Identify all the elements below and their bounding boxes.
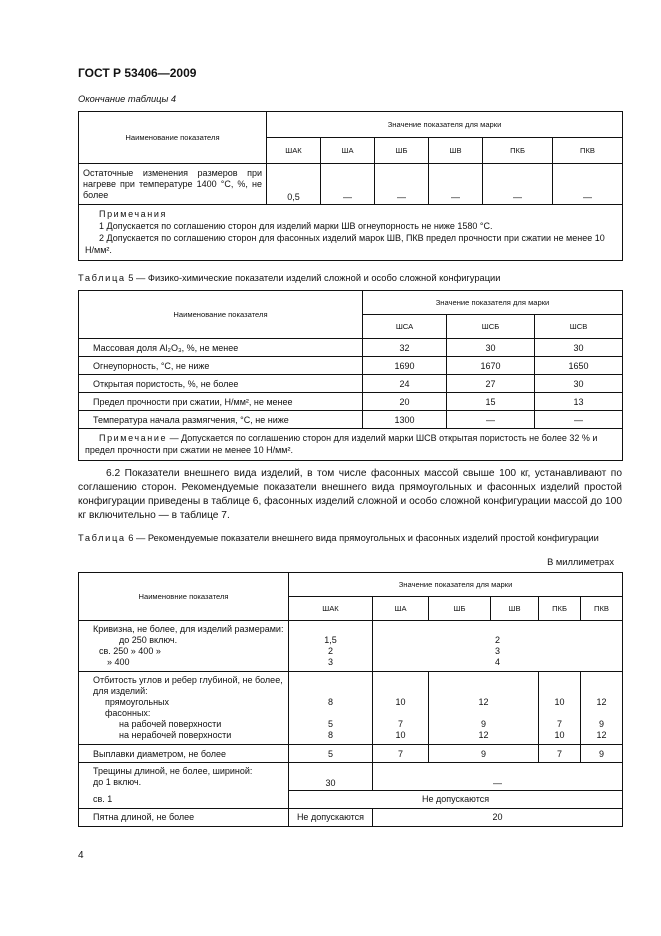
table4-grade: ПКБ: [483, 138, 553, 164]
table6-grade: ШБ: [429, 597, 491, 621]
table6-chipping-label: [79, 672, 289, 745]
table5-grade: ШСВ: [535, 315, 623, 339]
table5-row-label: Огнеупорность, °С, не ниже: [79, 357, 363, 375]
table6-grade: ПКВ: [581, 597, 623, 621]
table6-cell: 12: [596, 697, 607, 707]
table5-row-label: Массовая доля Al₂O₃, %, не менее: [79, 339, 363, 357]
table6-cell: 9: [429, 745, 539, 763]
table6-cell: 9: [581, 745, 623, 763]
table6-cell: 2: [495, 635, 501, 645]
table5-row-label: Предел прочности при сжатии, Н/мм², не менее: [79, 393, 363, 411]
table5-caption-text: 5 — Физико-химические показатели изделий сложной и особо сложной конфигурации: [128, 273, 501, 283]
table6-cell: 10: [554, 730, 565, 740]
table5-cell: 30: [447, 339, 535, 357]
table5-cell: 30: [535, 339, 623, 357]
table6-cell: 20: [373, 808, 623, 826]
table6-curvature-shak: [289, 621, 373, 672]
table6-cell: 7: [556, 719, 562, 729]
chipping-line: на нерабочей поверхности: [119, 730, 232, 740]
table6-cell: 12: [596, 730, 607, 740]
table6-cell: 7: [373, 745, 429, 763]
table4-cell: —: [553, 164, 623, 205]
table6-caption-text: 6 — Рекомендуемые показатели внешнего вида прямоугольных и фасонных изделий простой конфигурации: [128, 533, 599, 543]
table5-row-label: Температура начала размягчения, °С, не ниже: [79, 411, 363, 429]
table6-units: В миллиметрах: [547, 557, 614, 567]
table5-cell: 20: [363, 393, 447, 411]
table5-note-prefix: Примечание: [99, 433, 168, 443]
table5-note-text: — Допускается по соглашению сторон для изделий марки ШСВ открытая пористость не более 32 % и предел прочности при сжатии не менее 10 Н/мм².: [85, 433, 598, 455]
table6-cell: 10: [395, 697, 406, 707]
chipping-line: фасонных:: [105, 708, 151, 718]
table5-cell: 15: [447, 393, 535, 411]
table5-caption-prefix: Таблица: [78, 273, 126, 283]
table6-melt-label: Выплавки диаметром, не более: [79, 745, 289, 763]
table6-cell: 7: [397, 719, 403, 729]
table4-cell: —: [483, 164, 553, 205]
table4-grade: ШВ: [429, 138, 483, 164]
table5: [78, 290, 623, 461]
table6-cell: —: [373, 763, 623, 791]
table6-cell: 5: [327, 719, 333, 729]
table5-cell: 30: [535, 375, 623, 393]
table6-chipping-sha: [373, 672, 429, 745]
table6-cell: 8: [327, 697, 333, 707]
table5-note: [79, 429, 623, 461]
table5-cell: 27: [447, 375, 535, 393]
table6-curvature-label: [79, 621, 289, 672]
table4-cell: 0,5: [267, 164, 321, 205]
table6-chipping-shb-shv: [429, 672, 539, 745]
chipping-line: прямоугольных: [105, 697, 170, 707]
table4-grade: ША: [321, 138, 375, 164]
curvature-line: до 250 включ.: [119, 635, 178, 645]
table6-cell: 9: [599, 719, 605, 729]
table5-caption: [78, 273, 500, 283]
table6-cell: 30: [289, 763, 373, 791]
table6-cell: 7: [539, 745, 581, 763]
table4-cell: —: [429, 164, 483, 205]
table6-cracks-line2: св. 1: [79, 790, 289, 808]
table5-value-header: Значение показателя для марки: [363, 291, 623, 315]
table6-cell: 1,5: [324, 635, 337, 645]
table5-cell: 32: [363, 339, 447, 357]
cracks-title: Трещины длиной, не более, шириной:: [93, 766, 253, 776]
chipping-line: на рабочей поверхности: [119, 719, 222, 729]
chipping-title: Отбитость углов и ребер глубиной, не более, для изделий:: [93, 675, 283, 696]
table6-cell: Не допускаются: [289, 808, 373, 826]
table5-cell: 13: [535, 393, 623, 411]
table5-row-label: Открытая пористость, %, не более: [79, 375, 363, 393]
table6-grade: ПКБ: [539, 597, 581, 621]
table6-chipping-pkv: [581, 672, 623, 745]
table5-cell: 1670: [447, 357, 535, 375]
table5-grade: ШСА: [363, 315, 447, 339]
table6-cell: 12: [478, 730, 489, 740]
table6-cell: 3: [327, 657, 333, 667]
table5-cell: 1300: [363, 411, 447, 429]
table4-grade: ШБ: [375, 138, 429, 164]
table6-chipping-pkb: [539, 672, 581, 745]
cracks-line: до 1 включ.: [93, 777, 142, 787]
table4-note1: 1 Допускается по соглашению сторон для изделий марки ШВ огнеупорность не ниже 1580 °С.: [99, 221, 493, 231]
table6-curvature-rest: [373, 621, 623, 672]
table6-cell: 8: [327, 730, 333, 740]
table5-cell: 1650: [535, 357, 623, 375]
table6-cell: 2: [327, 646, 333, 656]
table4: [78, 111, 623, 261]
table5-cell: 1690: [363, 357, 447, 375]
table6-grade: ША: [373, 597, 429, 621]
curvature-line: св. 250 » 400 »: [99, 646, 161, 656]
table4-value-header: Значение показателя для марки: [267, 112, 623, 138]
table5-grade: ШСБ: [447, 315, 535, 339]
table6-cell: 4: [495, 657, 501, 667]
curvature-line: » 400: [107, 657, 130, 667]
table5-cell: —: [447, 411, 535, 429]
curvature-title: Кривизна, не более, для изделий размерами:: [93, 624, 284, 634]
table6-caption: [78, 532, 622, 544]
table6-cell: 10: [395, 730, 406, 740]
table6-caption-prefix: Таблица: [78, 533, 126, 543]
table4-row-label: Остаточные изменения размеров при нагреве при температуре 1400 °С, %, не более: [79, 164, 267, 205]
table6-chipping-shak: [289, 672, 373, 745]
paragraph-6-2: 6.2 Показатели внешнего вида изделий, в том числе фасонных массой свыше 100 кг, устанавливают по соглашению сторон. Рекомендуемые показатели внешнего вида прямоугольных и фасонных изделий простой конфигурации приведены в таблице 6, фасонных изделий сложной и особо сложной конфигурации массой до 100 кг включительно — в таблице 7.: [78, 468, 622, 521]
table4-notes: [79, 205, 623, 261]
table4-notes-title: Примечания: [99, 209, 167, 219]
table6-value-header: Значение показателя для марки: [289, 573, 623, 597]
table6-cell: 10: [554, 697, 565, 707]
page-number: 4: [78, 850, 84, 861]
table4-cell: —: [375, 164, 429, 205]
table6-cell: Не допускаются: [289, 790, 623, 808]
table4-note2: 2 Допускается по соглашению сторон для фасонных изделий марок ШВ, ПКВ предел прочности при сжатии не менее 10 Н/мм².: [85, 233, 605, 255]
table4-cell: —: [321, 164, 375, 205]
table6-cracks-label: [79, 763, 289, 791]
table6-grade: ШАК: [289, 597, 373, 621]
table5-cell: 24: [363, 375, 447, 393]
table6-cell: 9: [480, 719, 486, 729]
table4-grade: ПКВ: [553, 138, 623, 164]
table6-cell: 5: [289, 745, 373, 763]
table4-grade: ШАК: [267, 138, 321, 164]
table6-cell: 3: [495, 646, 501, 656]
table6-cell: 12: [478, 697, 489, 707]
table6-spots-label: Пятна длиной, не более: [79, 808, 289, 826]
table6-name-header: Наименовние показателя: [79, 573, 289, 621]
table5-cell: —: [535, 411, 623, 429]
table6-grade: ШВ: [491, 597, 539, 621]
table5-name-header: Наименование показателя: [79, 291, 363, 339]
table6: [78, 572, 623, 827]
table4-caption: Окончание таблицы 4: [78, 94, 177, 104]
document-header: ГОСТ Р 53406—2009: [78, 66, 197, 80]
table4-name-header: Наименование показателя: [79, 112, 267, 164]
